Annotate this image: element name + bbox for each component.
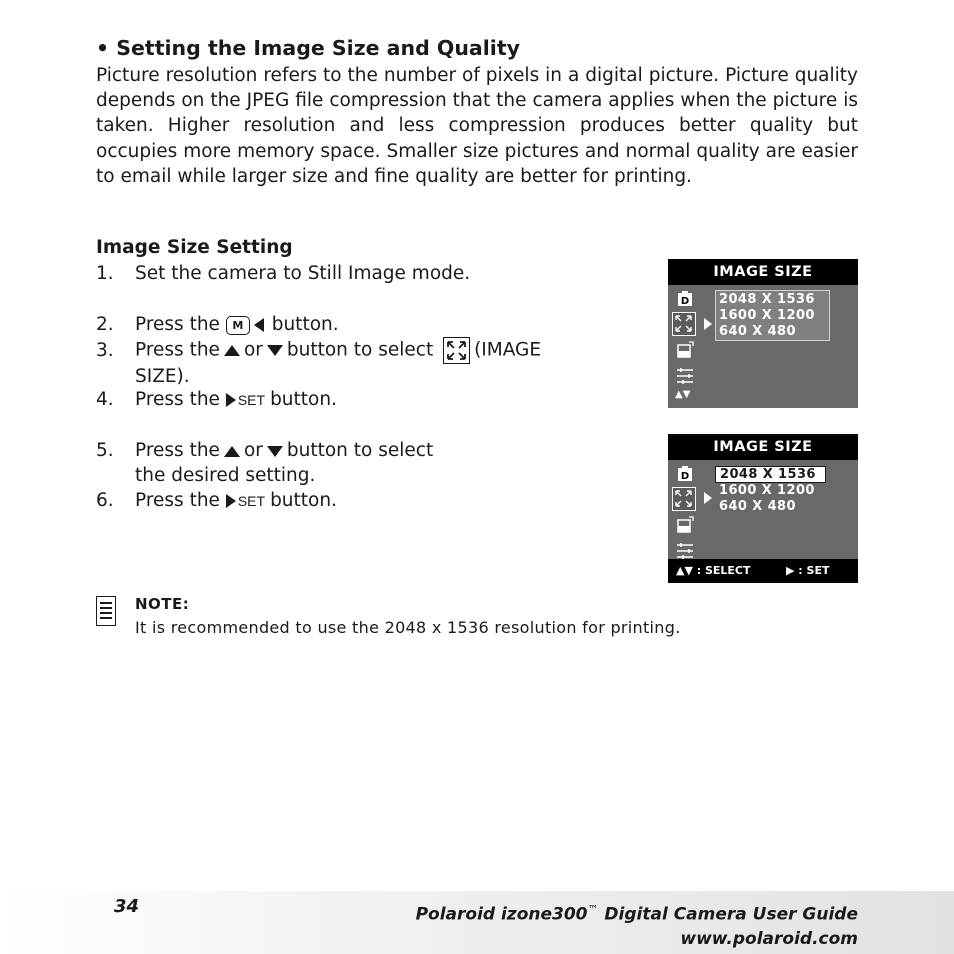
down-arrow-icon [267, 446, 283, 457]
mode-d-icon [675, 464, 695, 484]
section-title: • Setting the Image Size and Quality [96, 36, 520, 60]
screen-title: IMAGE SIZE [668, 259, 858, 285]
image-size-icon [443, 337, 470, 364]
option-1600: 1600 X 1200 [719, 308, 815, 323]
screen-bottom-nav [668, 559, 858, 583]
image-size-icon [672, 487, 696, 511]
svg-text:D: D [680, 296, 690, 307]
option-640: 640 X 480 [719, 324, 796, 339]
nav-set-hint: ▶ : SET [786, 564, 830, 577]
quality-icon [675, 515, 695, 535]
step-5: 5. Press the or button to select the desired setting. [96, 440, 434, 486]
up-arrow-icon [224, 446, 240, 457]
option-2048: 2048 X 1536 [719, 292, 815, 307]
sharpness-icon [675, 541, 695, 561]
footer-guide: Polaroid izone300™ Digital Camera User Guide www.polaroid.com [415, 903, 858, 949]
subheading: Image Size Setting [96, 237, 293, 258]
svg-text:D: D [680, 471, 690, 482]
mode-d-icon [675, 289, 695, 309]
note-icon [96, 596, 116, 626]
intro-paragraph: Picture resolution refers to the number of pixels in a digital picture. Picture quality depends on the JPEG file compression that the camera applies when the picture is taken. Higher resolution and less compression produces better quality but occupies more memory space. Smaller size pictures and normal quality are easier to email while larger size and fine quality are better for printing. [96, 65, 858, 187]
step-1: 1. Set the camera to Still Image mode. [96, 263, 471, 284]
left-arrow-icon [254, 318, 264, 332]
note-heading: NOTE: [135, 595, 190, 613]
quality-icon [675, 340, 695, 360]
menu-button-icon: M [226, 316, 250, 335]
image-size-icon [672, 312, 696, 336]
camera-screen-1 [668, 259, 858, 408]
camera-screen-2 [668, 434, 858, 583]
option-1600: 1600 X 1200 [719, 483, 815, 498]
screen-title: IMAGE SIZE [668, 434, 858, 460]
step-6: 6. Press the SET button. [96, 490, 337, 511]
pointer-icon [704, 318, 712, 330]
option-2048-selected: 2048 X 1536 [715, 466, 826, 483]
right-arrow-icon [226, 393, 236, 407]
up-arrow-icon [224, 345, 240, 356]
pointer-icon [704, 492, 712, 504]
footer-website: www.polaroid.com [680, 928, 858, 949]
page-number: 34 [114, 896, 140, 917]
sharpness-icon [675, 366, 695, 386]
option-640: 640 X 480 [719, 499, 796, 514]
step-2: 2. Press the M button. [96, 314, 339, 335]
nav-arrows-icon: ▲▼ [675, 389, 691, 400]
step-3: 3. Press the or button to select (IMAGE SIZE). [96, 337, 541, 389]
note-text: It is recommended to use the 2048 x 1536 resolution for printing. [135, 618, 681, 637]
nav-select-hint: ▲▼ : SELECT [676, 564, 751, 577]
right-arrow-icon [226, 494, 236, 508]
down-arrow-icon [267, 345, 283, 356]
step-4: 4. Press the SET button. [96, 389, 337, 410]
